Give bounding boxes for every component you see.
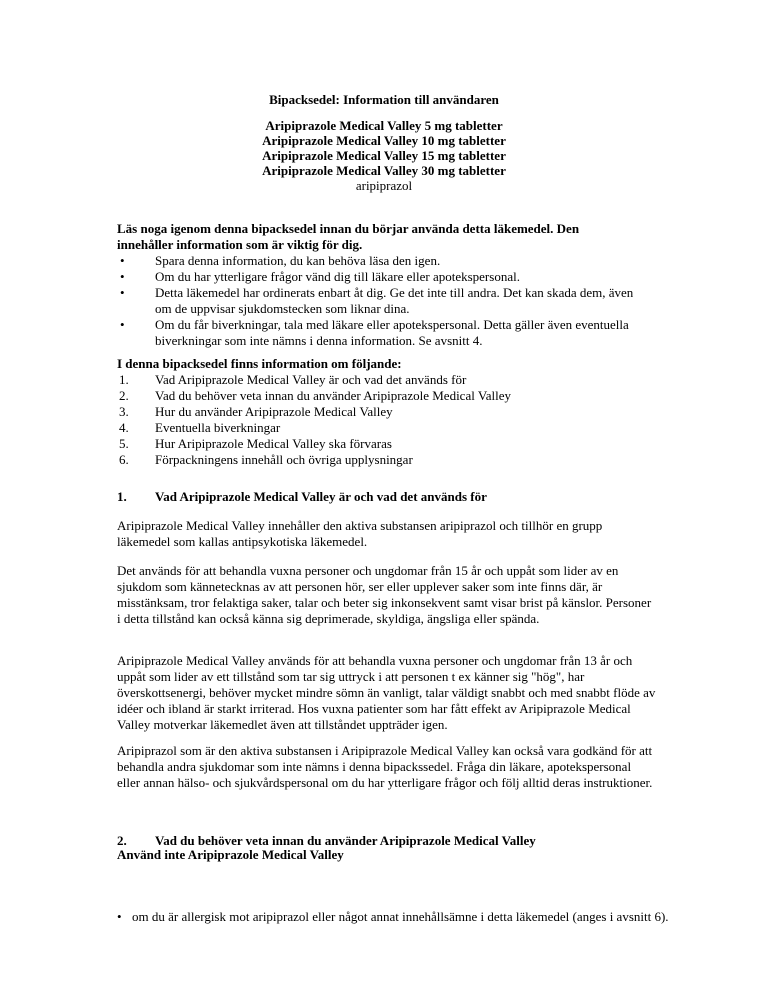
toc-item: 3. Hur du använder Aripiprazole Medical Valley xyxy=(119,404,393,419)
bullet-icon: • xyxy=(120,317,125,332)
intro-bullet: • Detta läkemedel har ordinerats enbart åt dig. Ge det inte till andra. Det kan skada dem, även om de uppvisar sjukdomstecken som liknar dina. xyxy=(120,285,634,316)
intro-bullet: • Spara denna information, du kan behöva läsa den igen. xyxy=(120,253,441,268)
section-1-paragraph: Det används för att behandla vuxna personer och ungdomar från 15 år och uppåt som lider av en sjukdom som kännetecknas av att personen hör, ser eller upplever saker som inte finns där, är misstänksam, tror felaktiga saker, talar och beter sig inkonsekvent samt visar brist på känslor. Personer i detta tillstånd kan också känna sig deprimerade, skyldiga, ängsliga eller spända. xyxy=(117,563,652,626)
intro-section xyxy=(117,221,637,349)
bullet-icon: • xyxy=(120,269,125,284)
toc-item: 5. Hur Aripiprazole Medical Valley ska förvaras xyxy=(119,436,392,451)
product-name-2: Aripiprazole Medical Valley 10 mg tabletter xyxy=(262,133,506,148)
document-title: Bipacksedel: Information till användaren xyxy=(269,92,499,107)
toc-item: 4. Eventuella biverkningar xyxy=(119,420,281,435)
section-2-subheading: Använd inte Aripiprazole Medical Valley xyxy=(117,847,344,862)
toc-section xyxy=(117,356,657,468)
toc-item: 2. Vad du behöver veta innan du använder Aripiprazole Medical Valley xyxy=(119,388,512,403)
section-2-bullet: • om du är allergisk mot aripiprazol eller något annat innehållsämne i detta läkemedel (anges i avsnitt 6). xyxy=(117,909,669,924)
toc-heading: I denna bipacksedel finns information om följande: xyxy=(117,356,402,371)
product-name-1: Aripiprazole Medical Valley 5 mg tabletter xyxy=(265,118,503,133)
section-1-paragraph: Aripiprazole Medical Valley innehåller den aktiva substansen aripiprazol och tillhör en grupp läkemedel som kallas antipsykotiska läkemedel. xyxy=(117,518,603,549)
section-1-paragraph: Aripiprazole Medical Valley används för att behandla vuxna personer och ungdomar från 13 år och uppåt som lider av ett tillstånd som tar sig uttryck i att personen t ex känner sig "hög", har överskottsenergi, behöver mycket mindre sömn än vanligt, talar väldigt snabbt och med snabbt flöde av idéer och ibland är starkt irriterad. Hos vuxna patienter som har fått effekt av Aripiprazole Medical Valley motverkar läkemedlet även att tillståndet uppträder igen. xyxy=(117,653,656,732)
product-name-3: Aripiprazole Medical Valley 15 mg tabletter xyxy=(262,148,506,163)
bullet-icon: • xyxy=(120,285,125,300)
section-1-heading: 1. Vad Aripiprazole Medical Valley är och vad det används för xyxy=(117,489,487,504)
section-1-paragraph: Aripiprazol som är den aktiva substansen i Aripiprazole Medical Valley kan också vara godkänd för att behandla andra sjukdomar som inte nämns i denna bipackssedel. Fråga din läkare, apotekspersonal eller annan hälso- och sjukvårdspersonal om du har ytterligare frågor och följ alltid deras instruktioner. xyxy=(117,743,653,790)
product-name-4: Aripiprazole Medical Valley 30 mg tabletter xyxy=(262,163,506,178)
active-substance: aripiprazol xyxy=(355,178,413,193)
toc-item: 6. Förpackningens innehåll och övriga upplysningar xyxy=(119,452,413,467)
section-2-heading: 2. Vad du behöver veta innan du använder Aripiprazole Medical Valley xyxy=(117,833,536,848)
intro-bullet: • Om du får biverkningar, tala med läkare eller apotekspersonal. Detta gäller även eventuella biverkningar som inte nämns i denna information. Se avsnitt 4. xyxy=(120,317,629,348)
toc-item: 1. Vad Aripiprazole Medical Valley är och vad det används för xyxy=(119,372,467,387)
intro-bullet: • Om du har ytterligare frågor vänd dig till läkare eller apotekspersonal. xyxy=(120,269,520,284)
intro-heading: Läs noga igenom denna bipacksedel innan du börjar använda detta läkemedel. Den innehåller information som är viktig för dig. xyxy=(117,221,580,252)
bullet-icon: • xyxy=(117,909,122,924)
bullet-icon: • xyxy=(120,253,125,268)
